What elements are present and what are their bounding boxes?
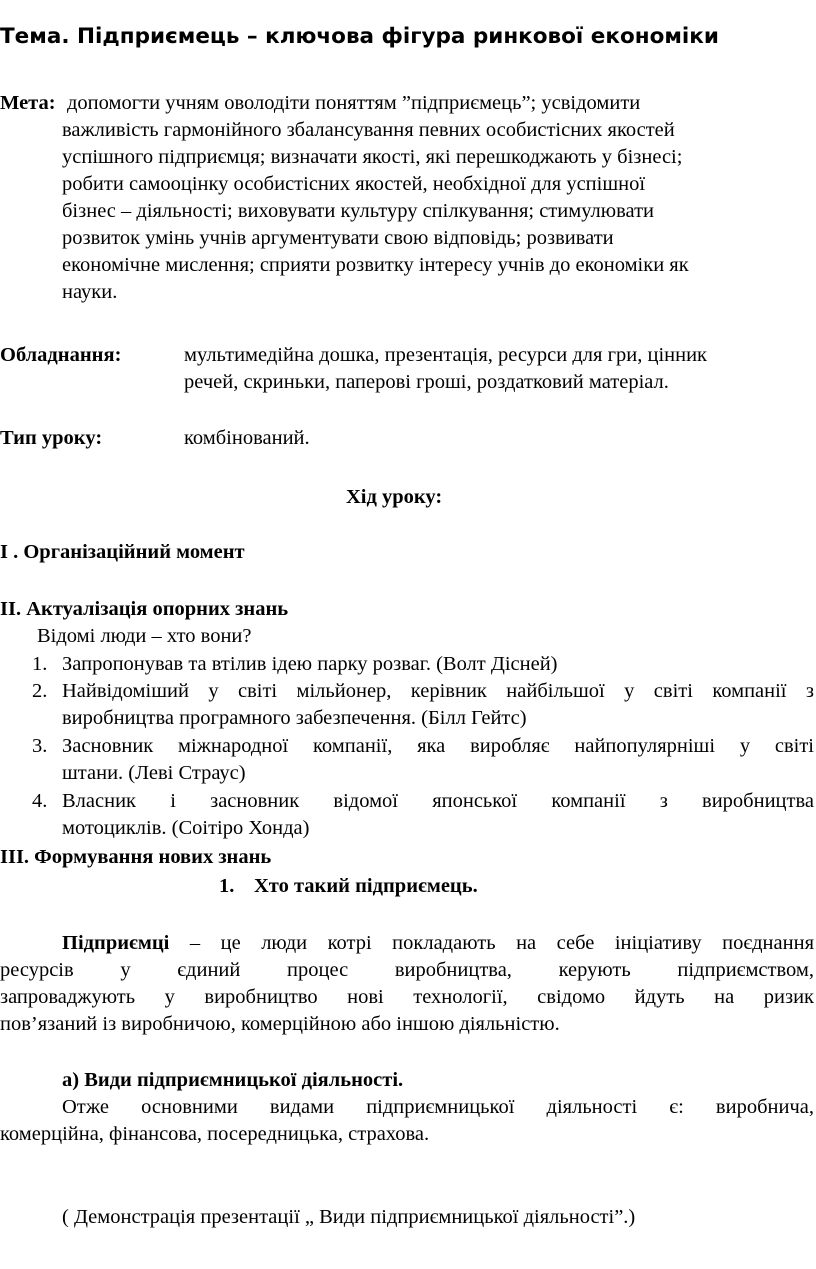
equipment-label: Обладнання:	[0, 344, 122, 366]
list-item-continuation: штани. (Леві Страус)	[62, 762, 246, 784]
section-3-heading: ІІІ. Формування нових знань	[0, 846, 272, 868]
list-item: Засновник міжнародної компанії, яка виробляє найпопулярніші у світі	[62, 735, 814, 757]
lesson-type-label: Тип уроку:	[0, 427, 103, 449]
definition-line: ресурсів у єдиний процес виробництва, керують підприємством,	[0, 959, 814, 981]
goal-line: бізнес – діяльності; виховувати культуру спілкування; стимулювати	[62, 200, 654, 222]
definition-line: пов’язаний із виробничою, комерційною або іншою діяльністю.	[0, 1013, 560, 1035]
list-item: Найвідоміший у світі мільйонер, керівник найбільшої у світі компанії з	[62, 680, 814, 702]
list-number: 3.	[32, 735, 48, 757]
subsection-a-heading: а) Види підприємницької діяльності.	[62, 1069, 404, 1091]
goal-line: важливість гармонійного збалансування певних особистісних якостей	[62, 119, 675, 141]
goal-line: допомогти учням оволодіти поняттям ”підприємець”; усвідомити	[67, 92, 641, 114]
section-1-heading: І . Організаційний момент	[0, 541, 245, 563]
list-item-continuation: мотоциклів. (Соітіро Хонда)	[62, 817, 310, 839]
section-2-heading: ІІ. Актуалізація опорних знань	[0, 598, 289, 620]
lesson-title: Тема. Підприємець – ключова фігура ринкової економіки	[0, 24, 719, 49]
list-item-continuation: виробництва програмного забезпечення. (Білл Гейтс)	[62, 707, 527, 729]
list-number: 2.	[32, 680, 48, 702]
list-number: 4.	[32, 790, 48, 812]
goal-label: Мета:	[0, 92, 56, 114]
course-heading: Хід уроку:	[346, 486, 443, 508]
list-number: 1.	[32, 653, 48, 675]
section-2-question: Відомі люди – хто вони?	[37, 625, 252, 647]
subsection-a-line: комерційна, фінансова, посередницька, страхова.	[0, 1123, 430, 1145]
goal-line: науки.	[62, 281, 118, 303]
goal-line: успішного підприємця; визначати якості, які перешкоджають у бізнесі;	[62, 146, 683, 168]
list-item: Запропонував та втілив ідею парку розваг. (Волт Дісней)	[62, 653, 558, 675]
definition-line: Підприємці – це люди котрі покладають на себе ініціативу поєднання	[62, 932, 814, 954]
list-item: Власник і засновник відомої японської компанії з виробництва	[62, 790, 814, 812]
goal-line: робити самооцінку особистісних якостей, необхідної для успішної	[62, 173, 646, 195]
definition-term: Підприємці	[62, 932, 170, 954]
subheading: Хто такий підприємець.	[254, 875, 478, 897]
goal-line: розвиток умінь учнів аргументувати свою відповідь; розвивати	[62, 227, 614, 249]
subheading-number: 1.	[219, 875, 235, 897]
equipment-line: мультимедійна дошка, презентація, ресурси для гри, цінник	[184, 344, 708, 366]
goal-line: економічне мислення; сприяти розвитку інтересу учнів до економіки як	[62, 254, 689, 276]
equipment-line: речей, скриньки, паперові гроші, роздатковий матеріал.	[184, 371, 669, 393]
definition-line: запроваджують у виробництво нові технології, свідомо йдуть на ризик	[0, 986, 814, 1008]
lesson-type-value: комбінований.	[184, 427, 310, 449]
subsection-a-line: Отже основними видами підприємницької діяльності є: виробнича,	[62, 1096, 814, 1118]
presentation-note: ( Демонстрація презентації „ Види підприємницької діяльності”.)	[62, 1206, 636, 1228]
